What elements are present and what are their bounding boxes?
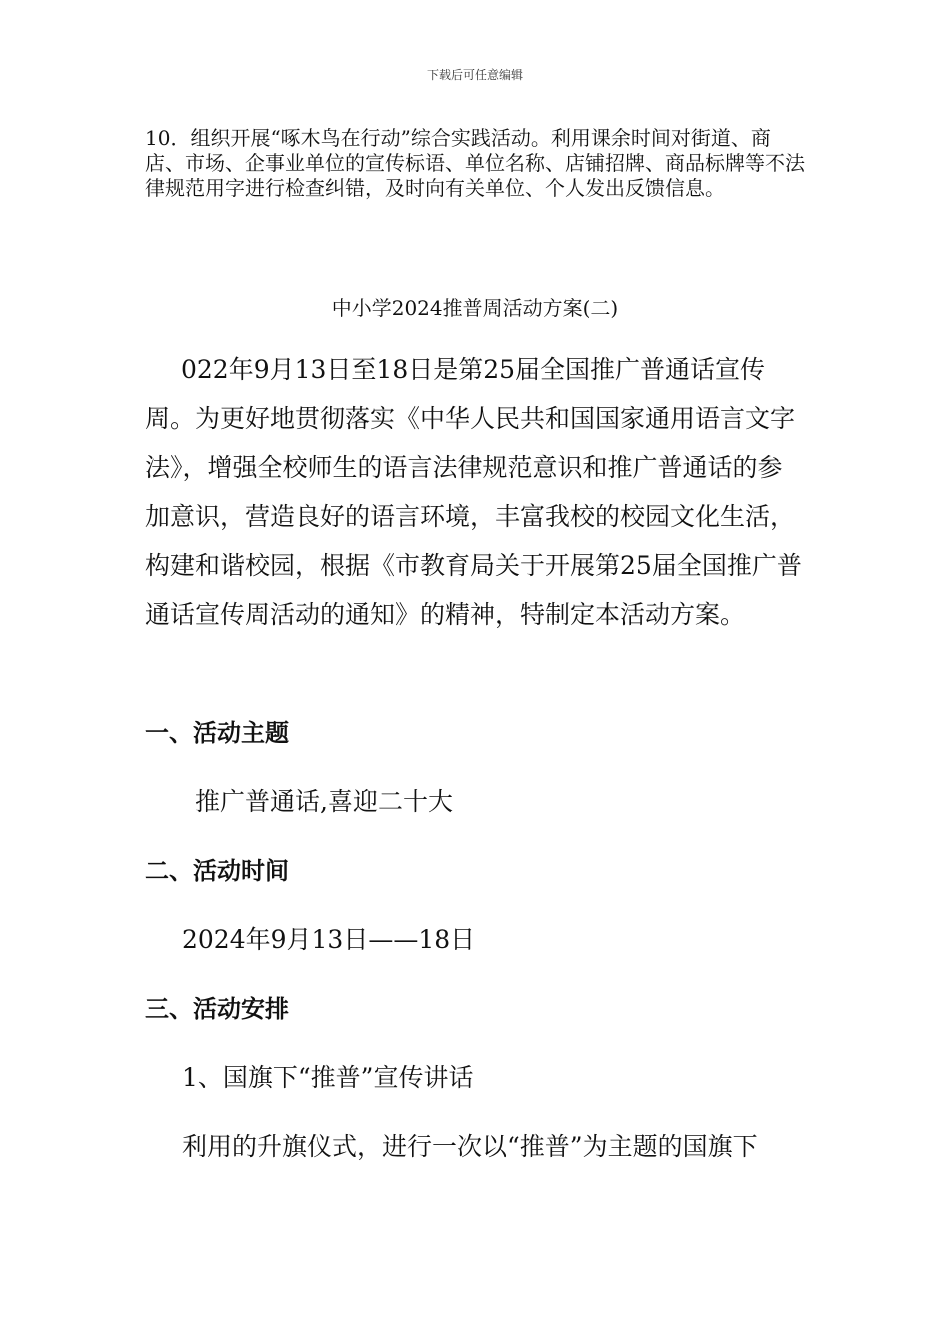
section-time-content: 2024年9月13日——18日 xyxy=(182,925,476,954)
section-theme-heading: 一、活动主题 xyxy=(145,719,289,747)
arrangement-item-1-text: 利用的升旗仪式，进行一次以“推普”为主题的国旗下 xyxy=(182,1132,758,1161)
page-header-note: 下载后可任意编辑 xyxy=(426,68,523,82)
section-arrangement-heading: 三、活动安排 xyxy=(145,995,289,1023)
item-10-paragraph: 10．组织开展“啄木鸟在行动”综合实践活动。利用课余时间对街道、商店、市场、企事业单位的宣传标语、单位名称、店铺招牌、商品标牌等不法律规范用字进行检查纠错，及时向有关单位、个人发出反馈信息。 xyxy=(145,126,805,200)
document-subtitle: 中小学2024推普周活动方案(二) xyxy=(331,296,619,320)
arrangement-item-1-title: 1、国旗下“推普”宣传讲话 xyxy=(182,1063,474,1092)
section-theme-content: 推广普通话,喜迎二十大 xyxy=(195,787,453,816)
section-time-heading: 二、活动时间 xyxy=(145,857,289,885)
intro-paragraph: 022年9月13日至18日是第25届全国推广普通话宣传周。为更好地贯彻落实《中华人民共和国国家通用语言文字法》，增强全校师生的语言法律规范意识和推广普通话的参加意识，营造良好的语言环境，丰富我校的校园文化生活，构建和谐校园，根据《市教育局关于开展第25届全国推广普通话宣传周活动的通知》的精神，特制定本活动方案。 xyxy=(145,355,802,629)
